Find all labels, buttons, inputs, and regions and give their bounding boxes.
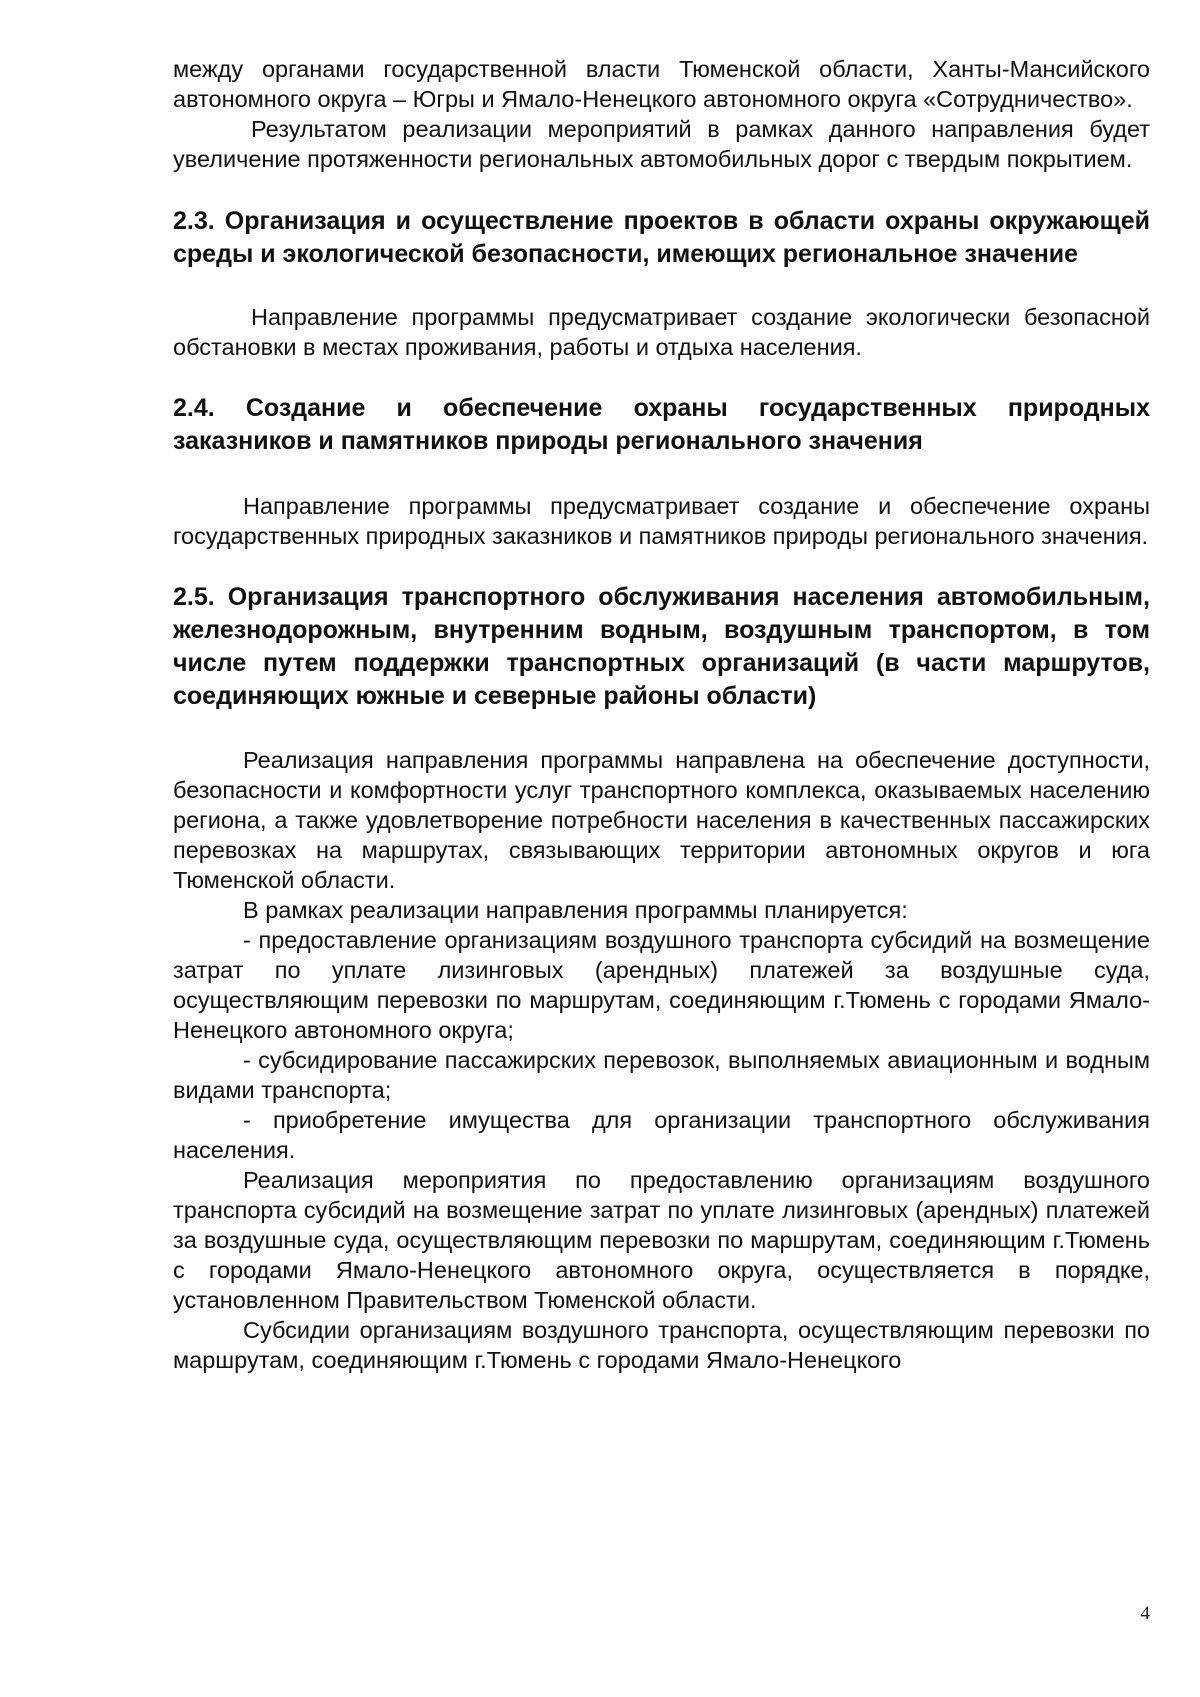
- section-heading-2-3: 2.3. Организация и осуществление проектов в области охраны окружающей среды и экологической безопасности, имеющих региональное значение: [173, 207, 1150, 268]
- paragraph-continuation: между органами государственной власти Тюменской области, Ханты-Мансийского автономного округа – Югры и Ямало-Ненецкого автономного округа «Сотрудничество».: [173, 56, 1150, 112]
- paragraph-2-5-intro: Реализация направления программы направлена на обеспечение доступности, безопасности и комфортности услуг транспортного комплекса, оказываемых населению региона, а также удовлетворение потребности населения в качественных пассажирских перевозках на маршрутах, связывающих территории автономных округов и юга Тюменской области.: [173, 747, 1150, 893]
- list-item-1: - предоставление организациям воздушного транспорта субсидий на возмещение затрат по уплате лизинговых (арендных) платежей за воздушные суда, осуществляющим перевозки по маршрутам, соединяющим г.Тюмень с городами Ямало-Ненецкого автономного округа;: [173, 927, 1150, 1043]
- paragraph-2-5-subsidies: Субсидии организациям воздушного транспорта, осуществляющим перевозки по маршрутам, соединяющим г.Тюмень с городами Ямало-Ненецкого: [173, 1317, 1150, 1373]
- section-heading-2-5: 2.5. Организация транспортного обслуживания населения автомобильным, железнодорожным, внутренним водным, воздушным транспортом, в том числе путем поддержки транспортных организаций (в части маршрутов, соединяющих южные и северные районы области): [173, 583, 1150, 710]
- document-page: [173, 54, 1150, 1375]
- paragraph-result: Результатом реализации мероприятий в рамках данного направления будет увеличение протяженности региональных автомобильных дорог с твердым покрытием.: [173, 116, 1150, 172]
- paragraph-2-5-procedure: Реализация мероприятия по предоставлению организациям воздушного транспорта субсидий на возмещение затрат по уплате лизинговых (арендных) платежей за воздушные суда, осуществляющим перевозки по маршрутам, соединяющим г.Тюмень с городами Ямало-Ненецкого автономного округа, осуществляется в порядке, установленном Правительством Тюменской области.: [173, 1167, 1150, 1313]
- paragraph-2-4: Направление программы предусматривает создание и обеспечение охраны государственных природных заказников и памятников природы регионального значения.: [173, 493, 1150, 549]
- paragraph-2-3: Направление программы предусматривает создание экологически безопасной обстановки в местах проживания, работы и отдыха населения.: [173, 304, 1150, 360]
- page-number: 4: [1140, 1603, 1150, 1624]
- list-item-3: - приобретение имущества для организации транспортного обслуживания населения.: [173, 1107, 1150, 1163]
- list-item-2: - субсидирование пассажирских перевозок, выполняемых авиационным и водным видами транспорта;: [173, 1047, 1150, 1103]
- section-heading-2-4: 2.4. Создание и обеспечение охраны государственных природных заказников и памятников природы регионального значения: [173, 394, 1150, 455]
- paragraph-2-5-plan: В рамках реализации направления программы планируется:: [243, 897, 908, 923]
